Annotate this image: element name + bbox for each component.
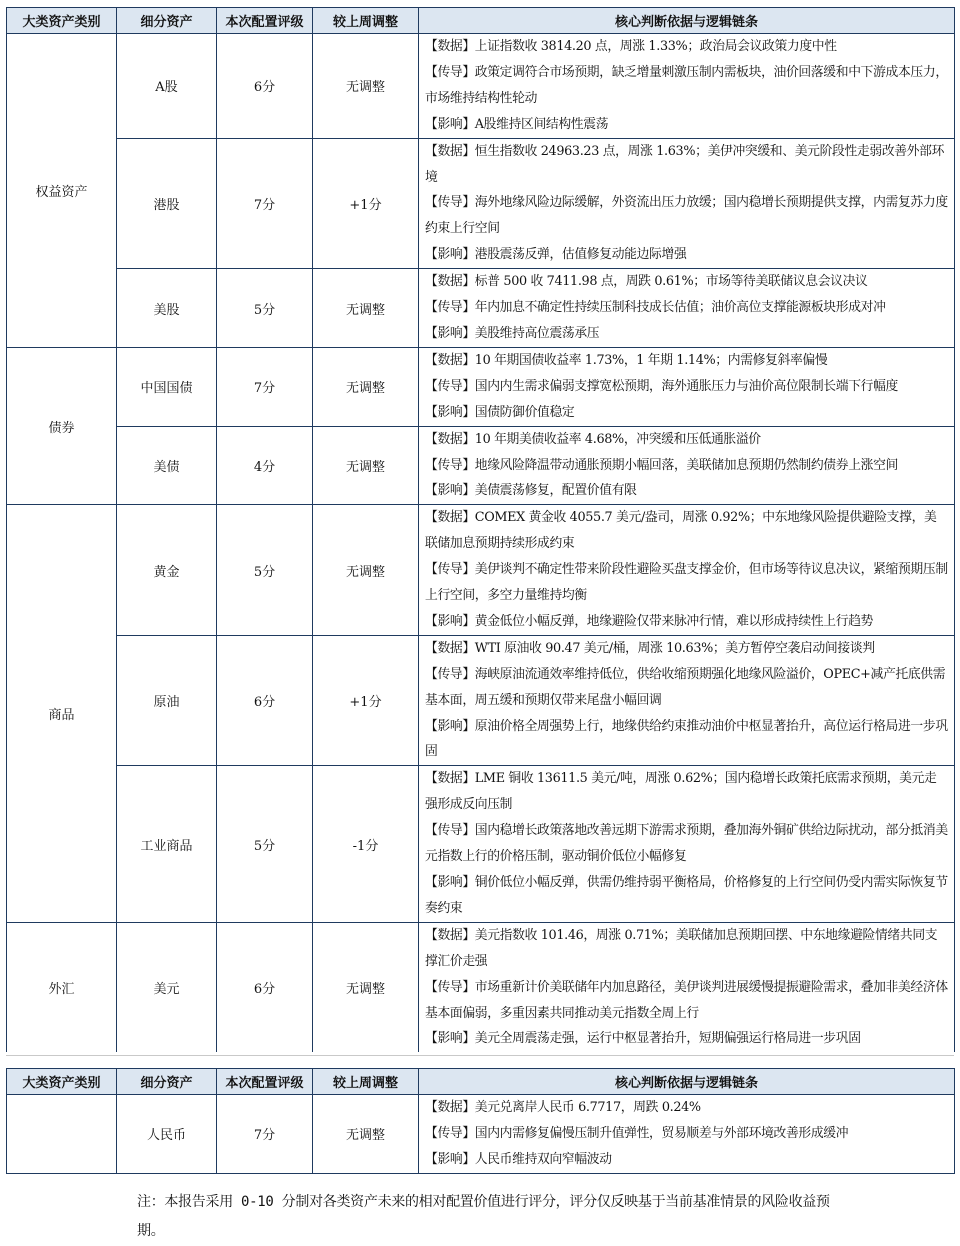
header-change: 较上周调整 bbox=[313, 1069, 419, 1095]
table-body-continued bbox=[7, 1095, 955, 1174]
logic-cell bbox=[419, 269, 955, 348]
logic-line: 【数据】10 年期国债收益率 1.73%，1 年期 1.14%；内需修复斜率偏慢 bbox=[425, 352, 828, 368]
logic-line: 【影响】美股维持高位震荡承压 bbox=[425, 325, 600, 341]
change-cell: 无调整 bbox=[313, 426, 419, 505]
header-category: 大类资产类别 bbox=[7, 1069, 117, 1095]
logic-line: 【数据】标普 500 收 7411.98 点，周跌 0.61%；市场等待美联储议息会议决议 bbox=[425, 274, 868, 290]
asset-name-cell: 港股 bbox=[117, 138, 217, 269]
logic-line: 【影响】港股震荡反弹，估值修复动能边际增强 bbox=[425, 247, 687, 263]
logic-cell bbox=[419, 635, 955, 766]
rating-cell: 6分 bbox=[217, 635, 313, 766]
table-row bbox=[7, 426, 955, 505]
change-cell: 无调整 bbox=[313, 269, 419, 348]
asset-allocation-table-continued bbox=[6, 1068, 955, 1174]
asset-name-cell: 原油 bbox=[117, 635, 217, 766]
change-cell: 无调整 bbox=[313, 922, 419, 1053]
table-row bbox=[7, 269, 955, 348]
logic-line: 【影响】美债震荡修复，配置价值有限 bbox=[425, 483, 637, 499]
logic-cell bbox=[419, 138, 955, 269]
table-body bbox=[7, 34, 955, 1053]
header-logic: 核心判断依据与逻辑链条 bbox=[419, 8, 955, 34]
logic-line: 【传导】地缘风险降温带动通胀预期小幅回落，美联储加息预期仍然制约债券上涨空间 bbox=[425, 457, 898, 473]
logic-line: 【数据】美元兑离岸人民币 6.7717，周跌 0.24% bbox=[425, 1100, 701, 1115]
table-row bbox=[7, 1095, 955, 1174]
page-break bbox=[0, 1052, 960, 1064]
category-cell: 外汇 bbox=[7, 922, 117, 1053]
asset-name-cell: 人民币 bbox=[117, 1095, 217, 1174]
change-cell: -1分 bbox=[313, 766, 419, 922]
asset-name-cell: 黄金 bbox=[117, 505, 217, 636]
category-cell: 债券 bbox=[7, 347, 117, 504]
logic-cell bbox=[419, 922, 955, 1053]
logic-line: 【传导】国内内生需求偏弱支撑宽松预期，海外通胀压力与油价高位限制长端下行幅度 bbox=[425, 378, 898, 394]
logic-line: 【影响】原油价格全周强势上行，地缘供给约束推动油价中枢显著抬升，高位运行格局进一步巩固 bbox=[425, 718, 948, 760]
logic-cell bbox=[419, 426, 955, 505]
logic-cell bbox=[419, 347, 955, 426]
logic-cell bbox=[419, 34, 955, 139]
asset-name-cell: 工业商品 bbox=[117, 766, 217, 922]
header-change: 较上周调整 bbox=[313, 8, 419, 34]
rating-cell: 7分 bbox=[217, 138, 313, 269]
logic-line: 【传导】海峡原油流通效率维持低位，供给收缩预期强化地缘风险溢价，OPEC+减产托底供需基本面，周五缓和预期仅带来尾盘小幅回调 bbox=[425, 666, 946, 708]
logic-line: 【传导】市场重新计价美联储年内加息路径，美伊谈判进展缓慢提振避险需求，叠加非美经济体基本面偏弱，多重因素共同推动美元指数全周上行 bbox=[425, 979, 948, 1021]
logic-line: 【影响】黄金低位小幅反弹，地缘避险仅带来脉冲行情，难以形成持续性上行趋势 bbox=[425, 613, 874, 629]
logic-line: 【数据】上证指数收 3814.20 点，周涨 1.33%；政治局会议政策力度中性 bbox=[425, 39, 837, 54]
change-cell: +1分 bbox=[313, 138, 419, 269]
table-row bbox=[7, 505, 955, 636]
change-cell: 无调整 bbox=[313, 347, 419, 426]
logic-line: 【影响】国债防御价值稳定 bbox=[425, 404, 575, 420]
change-cell: 无调整 bbox=[313, 505, 419, 636]
rating-cell: 7分 bbox=[217, 347, 313, 426]
rating-cell: 5分 bbox=[217, 505, 313, 636]
rating-cell: 7分 bbox=[217, 1095, 313, 1174]
logic-line: 【传导】国内稳增长政策落地改善远期下游需求预期，叠加海外铜矿供给边际扰动，部分抵消美元指数上行的价格压制，驱动铜价低位小幅修复 bbox=[425, 823, 948, 865]
rating-cell: 5分 bbox=[217, 269, 313, 348]
asset-allocation-table bbox=[6, 7, 955, 1053]
header-logic: 核心判断依据与逻辑链条 bbox=[419, 1069, 955, 1095]
logic-line: 【数据】美元指数收 101.46，周涨 0.71%；美联储加息预期回摆、中东地缘避险情绪共同支撑汇价走强 bbox=[425, 927, 938, 969]
change-cell: +1分 bbox=[313, 635, 419, 766]
category-cell: 权益资产 bbox=[7, 34, 117, 348]
logic-cell bbox=[419, 505, 955, 636]
header-asset: 细分资产 bbox=[117, 1069, 217, 1095]
logic-line: 【影响】铜价低位小幅反弹，供需仍维持弱平衡格局，价格修复的上行空间仍受内需实际恢复节奏约束 bbox=[425, 875, 948, 916]
rating-cell: 5分 bbox=[217, 766, 313, 922]
asset-name-cell: 中国国债 bbox=[117, 347, 217, 426]
logic-line: 【传导】国内内需修复偏慢压制升值弹性，贸易顺差与外部环境改善形成缓冲 bbox=[425, 1125, 849, 1141]
logic-line: 【传导】政策定调符合市场预期，缺乏增量刺激压制内需板块，油价回落缓和中下游成本压力，市场维持结构性轮动 bbox=[425, 64, 948, 106]
logic-cell bbox=[419, 766, 955, 922]
rating-cell: 4分 bbox=[217, 426, 313, 505]
change-cell: 无调整 bbox=[313, 34, 419, 139]
logic-line: 【数据】COMEX 黄金收 4055.7 美元/盎司，周涨 0.92%；中东地缘风险提供避险支撑，美联储加息预期持续形成约束 bbox=[425, 510, 937, 552]
table-row bbox=[7, 922, 955, 1053]
rating-cell: 6分 bbox=[217, 922, 313, 1053]
table-header bbox=[7, 8, 955, 34]
table-row bbox=[7, 347, 955, 426]
logic-line: 【数据】恒生指数收 24963.23 点，周涨 1.63%；美伊冲突缓和、美元阶段性走弱改善外部环境 bbox=[425, 143, 945, 185]
rating-cell: 6分 bbox=[217, 34, 313, 139]
asset-name-cell: A股 bbox=[117, 34, 217, 139]
logic-line: 【数据】LME 铜收 13611.5 美元/吨，周涨 0.62%；国内稳增长政策托底需求预期，美元走强形成反向压制 bbox=[425, 771, 937, 813]
header-asset: 细分资产 bbox=[117, 8, 217, 34]
header-rating: 本次配置评级 bbox=[217, 1069, 313, 1095]
category-cell: 商品 bbox=[7, 505, 117, 923]
logic-line: 【影响】人民币维持双向窄幅波动 bbox=[425, 1151, 612, 1167]
page-divider bbox=[6, 1055, 954, 1056]
logic-cell bbox=[419, 1095, 955, 1174]
logic-line: 【数据】10 年期美债收益率 4.68%，冲突缓和压低通胀溢价 bbox=[425, 431, 761, 447]
logic-line: 【影响】A股维持区间结构性震荡 bbox=[425, 116, 609, 132]
header-rating: 本次配置评级 bbox=[217, 8, 313, 34]
table-row bbox=[7, 34, 955, 139]
header-category: 大类资产类别 bbox=[7, 8, 117, 34]
table-row bbox=[7, 138, 955, 269]
logic-line: 【影响】美元全周震荡走强，运行中枢显著抬升，短期偏强运行格局进一步巩固 bbox=[425, 1031, 861, 1047]
table-row bbox=[7, 766, 955, 922]
change-cell: 无调整 bbox=[313, 1095, 419, 1174]
logic-line: 【传导】美伊谈判不确定性带来阶段性避险买盘支撑金价，但市场等待议息决议，紧缩预期压制上行空间，多空力量维持均衡 bbox=[425, 562, 948, 604]
logic-line: 【传导】海外地缘风险边际缓解，外资流出压力放缓；国内稳增长预期提供支撑，内需复苏力度约束上行空间 bbox=[425, 195, 948, 237]
category-cell bbox=[7, 1095, 117, 1174]
logic-line: 【传导】年内加息不确定性持续压制科技成长估值；油价高位支撑能源板块形成对冲 bbox=[425, 300, 886, 316]
logic-line: 【数据】WTI 原油收 90.47 美元/桶，周涨 10.63%；美方暂停空袭启动间接谈判 bbox=[425, 640, 875, 656]
asset-name-cell: 美股 bbox=[117, 269, 217, 348]
table-header-repeat bbox=[7, 1069, 955, 1095]
asset-name-cell: 美元 bbox=[117, 922, 217, 1053]
table-row bbox=[7, 635, 955, 766]
asset-name-cell: 美债 bbox=[117, 426, 217, 505]
footnote: 注：本报告采用 0-10 分制对各类资产未来的相对配置价值进行评分，评分仅反映基于当前基准情景的风险收益预期。 bbox=[137, 1194, 830, 1239]
